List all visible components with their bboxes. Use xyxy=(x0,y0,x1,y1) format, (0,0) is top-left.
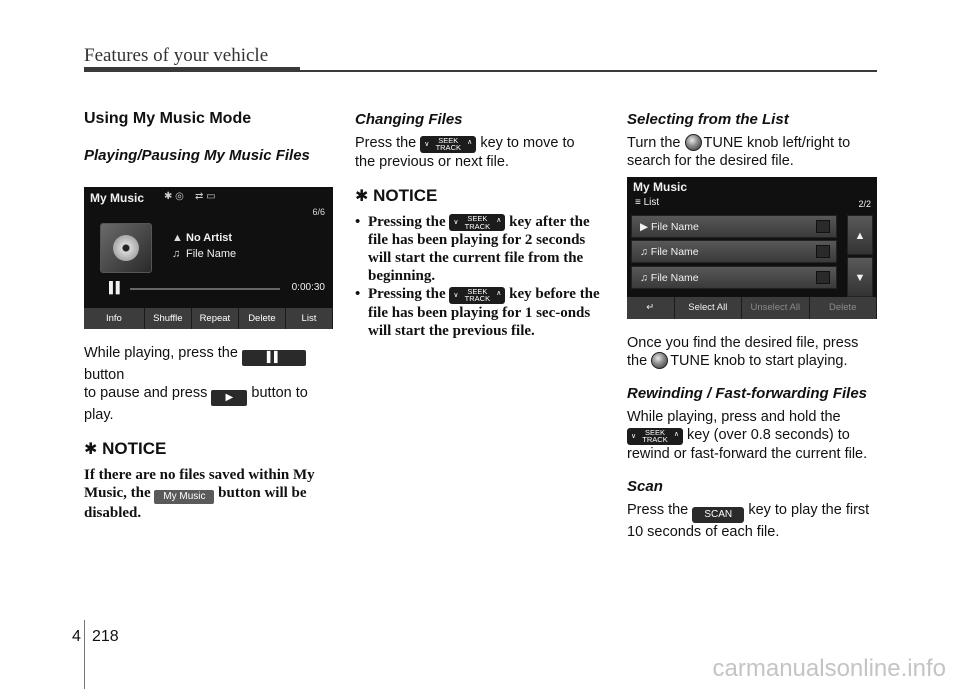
shuffle-button[interactable]: Shuffle xyxy=(145,308,192,329)
text-frag: key to play the first xyxy=(748,501,870,518)
footer-page-number: 218 xyxy=(92,628,119,645)
column-2 xyxy=(355,110,607,340)
text-frag: search for the desired file. xyxy=(627,153,794,169)
text-frag: file has been playing for 2 seconds will start the current file from the beginning. xyxy=(368,232,586,284)
screen-title: My Music xyxy=(633,180,688,194)
text-frag: Press the xyxy=(627,501,689,518)
back-button[interactable]: ↵ xyxy=(627,297,675,319)
text-frag: key to move to xyxy=(480,135,575,151)
text-frag: If there are no files saved within My xyxy=(84,467,315,483)
seek-track-key: ∨ SEEK TRACK ∧ xyxy=(449,287,505,304)
text-frag: key (over 0.8 seconds) to xyxy=(687,427,850,443)
column-1 xyxy=(84,110,336,170)
seek-track-key: ∨ SEEK TRACK ∧ xyxy=(627,428,683,445)
text-frag: Turn the xyxy=(627,135,681,151)
section-title: Using My Music Mode xyxy=(84,110,252,127)
rewind-ff-paragraph xyxy=(627,408,879,463)
list-item[interactable] xyxy=(631,240,837,263)
my-music-playback-screen xyxy=(84,187,333,329)
text-frag: TUNE knob left/right to xyxy=(703,135,851,151)
selecting-list-paragraph xyxy=(627,134,879,170)
text-frag: key after the xyxy=(509,213,590,230)
checkbox[interactable] xyxy=(816,271,830,284)
text-frag: play. xyxy=(84,407,114,423)
notice-text xyxy=(84,466,336,522)
subheading-playing-pausing: Playing/Pausing My Music Files xyxy=(84,147,310,164)
seek-track-key: ∨ SEEK TRACK ∧ xyxy=(420,136,476,153)
scan-key: SCAN xyxy=(692,507,744,523)
text-frag: 10 seconds of each file. xyxy=(627,523,780,540)
my-music-list-screen xyxy=(627,177,877,319)
text-frag: button to xyxy=(251,385,308,401)
notice-list xyxy=(355,213,607,340)
list-item[interactable] xyxy=(631,266,837,289)
page-counter: 2/2 xyxy=(858,199,871,209)
pause-play-paragraph xyxy=(84,344,336,424)
list-item[interactable] xyxy=(631,215,837,238)
text-frag: While playing, press and hold the xyxy=(627,409,841,425)
text-frag: to pause and press xyxy=(84,385,208,401)
scroll-down-button[interactable]: ▼ xyxy=(847,257,873,297)
scroll-up-button[interactable]: ▲ xyxy=(847,215,873,255)
text-frag: TUNE knob to start playing. xyxy=(670,353,848,369)
delete-button[interactable]: Delete xyxy=(239,308,286,329)
text-frag: Press the xyxy=(355,135,417,151)
text-frag: key before xyxy=(509,286,576,302)
bluetooth-usb-status-icons: ✱ ◎ ⇄ ▭ xyxy=(164,191,216,202)
text-frag: disabled. xyxy=(84,505,142,521)
screen-button-bar xyxy=(84,308,333,329)
track-label: TRACK xyxy=(435,143,461,152)
notice-title: NOTICE xyxy=(102,439,167,458)
artist-row xyxy=(172,232,232,244)
subheading-scan: Scan xyxy=(627,477,663,495)
file-name: File Name xyxy=(650,272,699,284)
notice-item xyxy=(355,285,607,340)
play-circle-icon: ▶ xyxy=(640,221,649,233)
repeat-button[interactable]: Repeat xyxy=(192,308,239,329)
header-rule-thin xyxy=(300,70,877,72)
notice-star-icon: ✱ xyxy=(355,185,369,205)
list-button[interactable]: List xyxy=(286,308,333,329)
person-icon: ▲ xyxy=(172,232,183,244)
pause-key-icon: ▌▌ xyxy=(242,350,306,366)
notice-item xyxy=(355,213,607,286)
text-frag: While playing, press the xyxy=(84,345,238,361)
text-frag: Pressing the xyxy=(368,213,446,230)
text-frag: rewind or fast-forward the current file. xyxy=(627,445,868,462)
checkbox[interactable] xyxy=(816,220,830,233)
file-row xyxy=(172,248,236,260)
elapsed-time: 0:00:30 xyxy=(291,282,325,293)
file-name: File Name xyxy=(651,221,699,233)
track-label: TRACK xyxy=(464,294,491,303)
music-note-icon: ♫ xyxy=(640,246,648,258)
pause-icon[interactable]: ▌▌ xyxy=(109,282,123,294)
delete-button[interactable]: Delete xyxy=(810,297,877,319)
tune-play-paragraph xyxy=(627,334,879,370)
subheading-rewind-ff: Rewinding / Fast-forwarding Files xyxy=(627,385,868,402)
track-label: TRACK xyxy=(642,435,668,444)
artist-name: No Artist xyxy=(186,232,233,244)
column-3 xyxy=(627,110,879,170)
seek-track-key: ∨ SEEK TRACK ∧ xyxy=(449,214,505,231)
watermark: carmanualsonline.info xyxy=(712,655,946,682)
screen-title: My Music xyxy=(90,191,145,205)
progress-bar[interactable] xyxy=(130,288,280,290)
unselect-all-button[interactable]: Unselect All xyxy=(742,297,809,319)
notice-heading xyxy=(355,185,607,207)
header-rule-thick xyxy=(84,67,300,72)
list-icon: ≡ xyxy=(635,197,641,208)
footer-section-number: 4 xyxy=(72,628,81,645)
subheading-changing-files: Changing Files xyxy=(355,111,463,128)
notice-title: NOTICE xyxy=(373,185,438,205)
notice-star-icon: ✱ xyxy=(84,439,98,458)
screen-button-bar xyxy=(627,297,877,319)
text-frag: Pressing the xyxy=(368,286,446,302)
file-name: File Name xyxy=(186,248,237,260)
select-all-button[interactable]: Select All xyxy=(675,297,742,319)
seek-label: SEEK xyxy=(467,214,488,223)
text-frag: the file has been playing for 1 sec-onds will start the previous file. xyxy=(368,286,600,339)
music-note-icon: ♫ xyxy=(172,248,181,260)
footer-divider xyxy=(84,620,85,689)
file-name: File Name xyxy=(650,246,699,258)
page-header-title: Features of your vehicle xyxy=(84,45,269,66)
column-1-lower xyxy=(84,344,336,522)
seek-label: SEEK xyxy=(644,427,665,437)
text-frag: the previous or next file. xyxy=(355,153,509,170)
tune-knob-icon xyxy=(685,134,702,151)
text-frag: Once you find the desired file, press xyxy=(627,335,859,351)
tune-knob-icon xyxy=(651,352,668,369)
text-frag: the xyxy=(627,353,648,369)
notice-heading xyxy=(84,438,336,460)
play-key-icon: ▶ xyxy=(211,390,247,406)
music-note-icon: ♫ xyxy=(640,272,648,284)
text-frag: Music, the xyxy=(84,485,151,501)
subheading-selecting-list: Selecting from the List xyxy=(627,111,789,128)
seek-label: SEEK xyxy=(438,135,459,145)
album-art-icon xyxy=(100,223,152,273)
info-button[interactable]: Info xyxy=(84,308,145,329)
changing-files-paragraph xyxy=(355,134,607,171)
my-music-key: My Music xyxy=(154,490,214,504)
text-frag: button will be xyxy=(218,485,307,501)
scan-paragraph xyxy=(627,501,879,541)
text-frag: button xyxy=(84,367,125,383)
track-label: TRACK xyxy=(464,221,491,231)
checkbox[interactable] xyxy=(816,245,830,258)
seek-label: SEEK xyxy=(467,286,488,296)
track-counter: 6/6 xyxy=(312,207,325,217)
list-label: List xyxy=(643,197,660,208)
list-header xyxy=(635,197,659,208)
column-3-lower xyxy=(627,334,879,541)
